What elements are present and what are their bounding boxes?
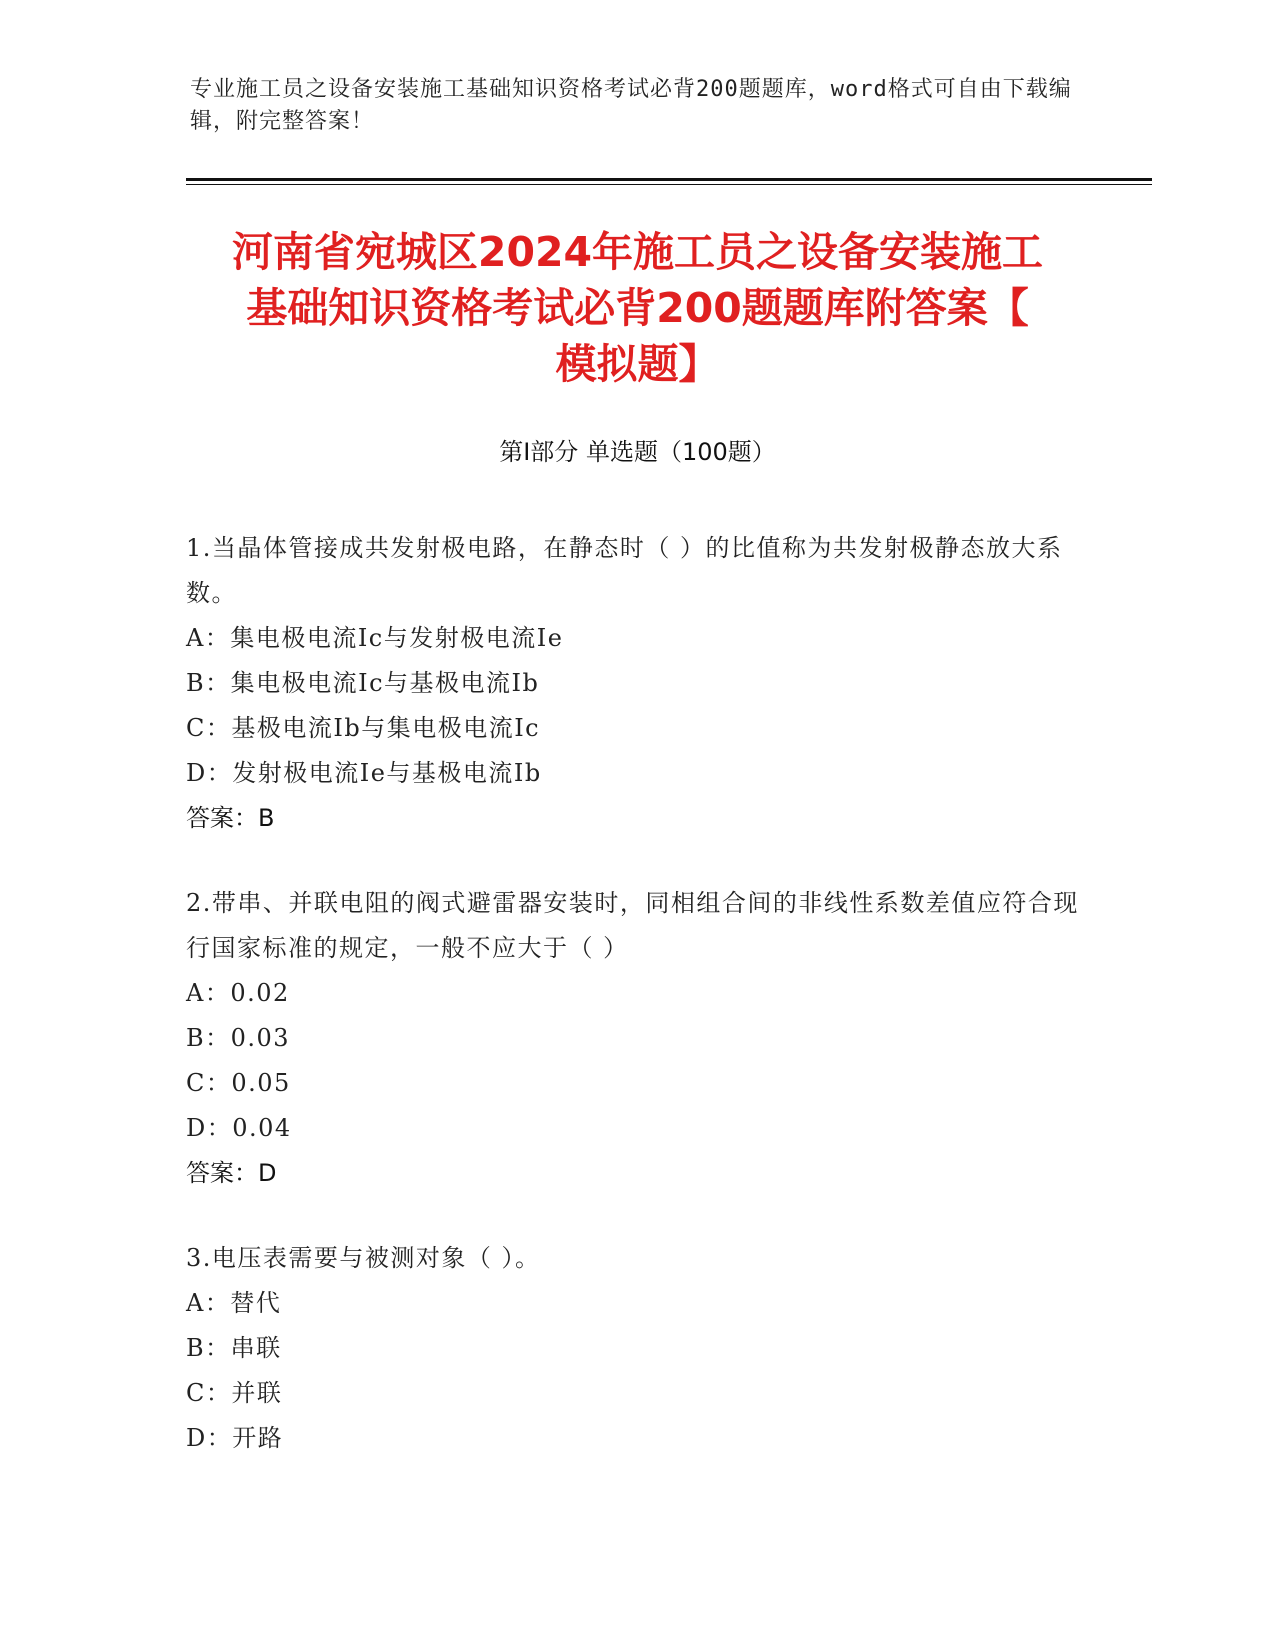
option-c: C：并联	[186, 1379, 283, 1407]
option-b: B：集电极电流Ic与基极电流Ib	[186, 669, 540, 697]
answer: 答案：D	[186, 1159, 277, 1187]
option-b: B：0.03	[186, 1024, 291, 1052]
header-note: 专业施工员之设备安装施工基础知识资格考试必背200题题库，word格式可自由下载编辑，附完整答案！	[190, 77, 1072, 134]
question-3	[186, 1236, 1086, 1461]
option-d: D：0.04	[186, 1114, 292, 1142]
answer: 答案：B	[186, 804, 275, 832]
question-list	[186, 526, 1086, 1501]
section-title: 第Ⅰ部分 单选题（100题）	[499, 438, 776, 466]
option-a: A：0.02	[186, 979, 290, 1007]
main-title-line-2: 基础知识资格考试必背200题题库附答案【	[246, 284, 1029, 332]
question-1	[186, 526, 1086, 841]
option-c: C：0.05	[186, 1069, 291, 1097]
header-rule-thin	[186, 184, 1152, 185]
option-b: B：串联	[186, 1334, 282, 1362]
option-c: C：基极电流Ib与集电极电流Ic	[186, 714, 541, 742]
question-stem: 1.当晶体管接成共发射极电路，在静态时（ ）的比值称为共发射极静态放大系数。	[186, 534, 1063, 607]
header-rule-thick	[186, 178, 1152, 181]
question-2	[186, 881, 1086, 1196]
option-d: D：发射极电流Ie与基极电流Ib	[186, 759, 542, 787]
main-title	[150, 224, 1125, 392]
option-d: D：开路	[186, 1424, 284, 1452]
question-stem: 3.电压表需要与被测对象（ ）。	[186, 1244, 541, 1272]
option-a: A：集电极电流Ic与发射极电流Ie	[186, 624, 564, 652]
question-stem: 2.带串、并联电阻的阀式避雷器安装时，同相组合间的非线性系数差值应符合现行国家标准的规定，一般不应大于（ ）	[186, 889, 1079, 962]
main-title-line-3: 模拟题】	[555, 340, 720, 388]
option-a: A：替代	[186, 1289, 282, 1317]
main-title-line-1: 河南省宛城区2024年施工员之设备安装施工	[231, 228, 1044, 276]
